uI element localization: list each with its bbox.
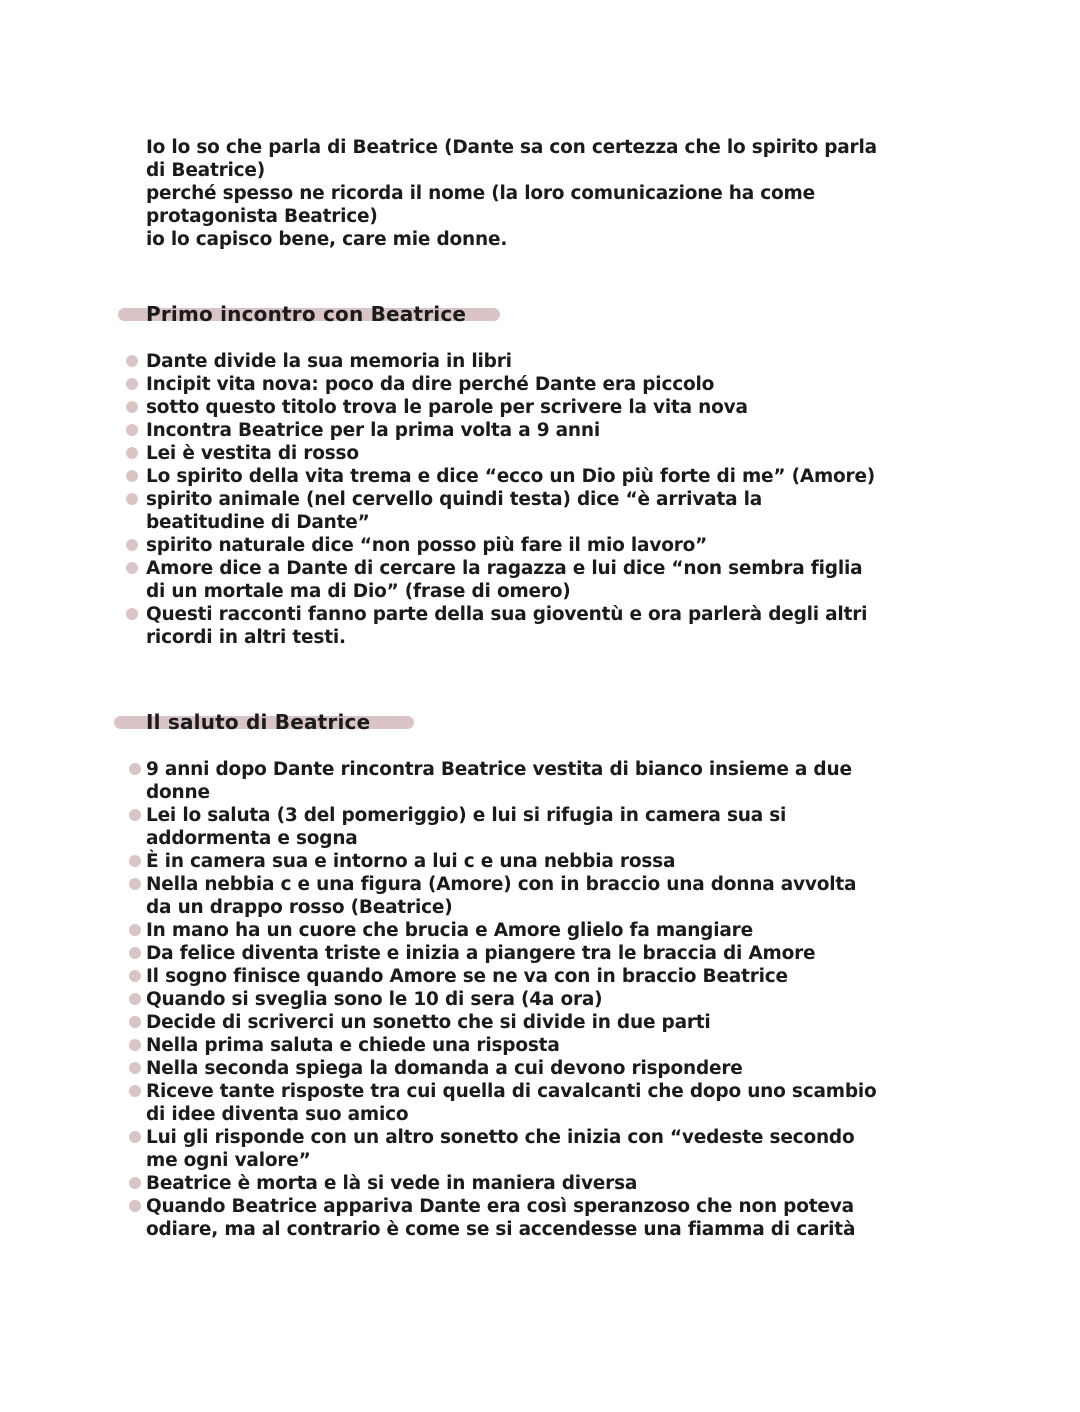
bullet-dot-icon <box>126 424 138 436</box>
list-item: Nella nebbia c e una figura (Amore) con in braccio una donna avvolta da un drappo rosso (Beatrice) <box>146 873 886 919</box>
bullet-dot-icon <box>129 970 141 982</box>
bullet-dot-icon <box>129 878 141 890</box>
list-item: È in camera sua e intorno a lui c e una nebbia rossa <box>146 850 886 873</box>
section-heading-saluto <box>114 710 370 734</box>
intro-line-2: perché spesso ne ricorda il nome (la loro comunicazione ha come protagonista Beatrice) <box>146 183 815 227</box>
list-item: Riceve tante risposte tra cui quella di cavalcanti che dopo uno scambio di idee diventa suo amico <box>146 1080 886 1126</box>
bullet-dot-icon <box>129 947 141 959</box>
section-title: Il saluto di Beatrice <box>146 710 371 734</box>
bullet-dot-icon <box>126 470 138 482</box>
list-item: Nella prima saluta e chiede una risposta <box>146 1034 886 1057</box>
bullet-dot-icon <box>126 608 138 620</box>
list-item: Incipit vita nova: poco da dire perché Dante era piccolo <box>146 373 886 396</box>
list-item: Il sogno finisce quando Amore se ne va con in braccio Beatrice <box>146 965 886 988</box>
list-item: Lei è vestita di rosso <box>146 442 886 465</box>
list-item: Lei lo saluta (3 del pomeriggio) e lui si rifugia in camera sua si addormenta e sogna <box>146 804 886 850</box>
bullet-list-saluto <box>146 758 886 1241</box>
list-item: Incontra Beatrice per la prima volta a 9 anni <box>146 419 886 442</box>
list-item: Quando Beatrice appariva Dante era così speranzoso che non poteva odiare, ma al contrario è come se si accendesse una fiamma di carità <box>146 1195 886 1241</box>
bullet-dot-icon <box>129 1131 141 1143</box>
bullet-dot-icon <box>129 1200 141 1212</box>
list-item: Amore dice a Dante di cercare la ragazza e lui dice “non sembra figlia di un mortale ma di Dio” (frase di omero) <box>146 557 886 603</box>
list-item: In mano ha un cuore che brucia e Amore glielo fa mangiare <box>146 919 886 942</box>
list-item: 9 anni dopo Dante rincontra Beatrice vestita di bianco insieme a due donne <box>146 758 886 804</box>
section-title: Primo incontro con Beatrice <box>146 302 467 326</box>
list-item: spirito naturale dice “non posso più fare il mio lavoro” <box>146 534 886 557</box>
bullet-list-primo-incontro <box>146 350 886 649</box>
section-heading-primo-incontro <box>118 302 466 326</box>
bullet-dot-icon <box>129 1039 141 1051</box>
list-item: Lui gli risponde con un altro sonetto che inizia con “vedeste secondo me ogni valore” <box>146 1126 886 1172</box>
bullet-dot-icon <box>129 1062 141 1074</box>
list-item: Questi racconti fanno parte della sua gioventù e ora parlerà degli altri ricordi in altri testi. <box>146 603 886 649</box>
bullet-dot-icon <box>129 924 141 936</box>
list-item: Beatrice è morta e là si vede in maniera diversa <box>146 1172 886 1195</box>
bullet-dot-icon <box>129 1016 141 1028</box>
list-item: Nella seconda spiega la domanda a cui devono rispondere <box>146 1057 886 1080</box>
intro-line-3: io lo capisco bene, care mie donne. <box>146 229 508 250</box>
list-item: Lo spirito della vita trema e dice “ecco un Dio più forte di me” (Amore) <box>146 465 886 488</box>
intro-line-1: Io lo so che parla di Beatrice (Dante sa con certezza che lo spirito parla di Beatrice) <box>146 137 877 181</box>
bullet-dot-icon <box>126 378 138 390</box>
bullet-dot-icon <box>126 401 138 413</box>
bullet-dot-icon <box>126 355 138 367</box>
bullet-dot-icon <box>129 855 141 867</box>
list-item: Dante divide la sua memoria in libri <box>146 350 886 373</box>
list-item: Quando si sveglia sono le 10 di sera (4a ora) <box>146 988 886 1011</box>
list-item: Da felice diventa triste e inizia a piangere tra le braccia di Amore <box>146 942 886 965</box>
bullet-dot-icon <box>129 763 141 775</box>
list-item: Decide di scriverci un sonetto che si divide in due parti <box>146 1011 886 1034</box>
bullet-dot-icon <box>129 809 141 821</box>
bullet-dot-icon <box>126 539 138 551</box>
bullet-dot-icon <box>129 1177 141 1189</box>
list-item: spirito animale (nel cervello quindi testa) dice “è arrivata la beatitudine di Dante” <box>146 488 886 534</box>
bullet-dot-icon <box>126 493 138 505</box>
bullet-dot-icon <box>129 993 141 1005</box>
intro-text <box>146 136 886 251</box>
bullet-dot-icon <box>126 562 138 574</box>
bullet-dot-icon <box>129 1085 141 1097</box>
list-item: sotto questo titolo trova le parole per scrivere la vita nova <box>146 396 886 419</box>
bullet-dot-icon <box>126 447 138 459</box>
